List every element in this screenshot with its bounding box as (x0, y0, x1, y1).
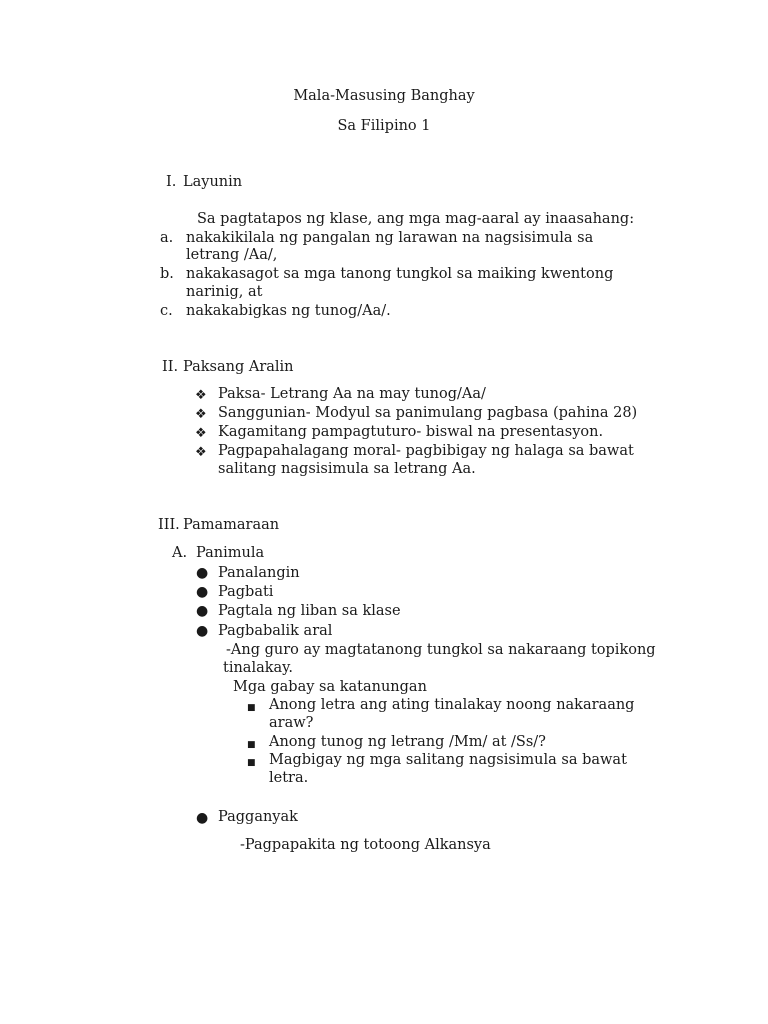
diamond-bullet-icon: ❖ (195, 445, 207, 460)
section-1-heading: Layunin (183, 174, 243, 190)
guide-question-3-line-1: Magbigay ng mga salitang nagsisimula sa bawat (269, 752, 627, 768)
objective-b-marker: b. (160, 266, 174, 282)
objective-a-line-2: letrang /Aa/, (186, 247, 278, 263)
review-note-line-2: tinalakay. (223, 660, 294, 676)
subsection-a-marker: A. (172, 545, 188, 561)
subsection-a-heading: Panimula (196, 545, 265, 561)
topic-item-4-line-1: Pagpapahalagang moral- pagbibigay ng halaga sa bawat (218, 443, 634, 459)
guide-question-3-line-2: letra. (269, 770, 309, 786)
objective-a-marker: a. (160, 230, 174, 246)
bullet-dot-icon: ● (196, 584, 209, 600)
objective-b-line-2: narinig, at (186, 284, 263, 300)
review-note-line-1: -Ang guro ay magtatanong tungkol sa nakaraang topikong (226, 642, 656, 658)
square-bullet-icon: ■ (247, 703, 256, 713)
topic-item-4-line-2: salitang nagsisimula sa letrang Aa. (218, 461, 476, 477)
section-3-heading: Pamamaraan (183, 517, 280, 533)
guide-question-1-line-2: araw? (269, 715, 314, 731)
objectives-intro: Sa pagtatapos ng klase, ang mga mag-aaral ay inaasahang: (197, 211, 635, 227)
motivation-heading: Pagganyak (218, 809, 298, 825)
procedure-item-1: Panalangin (218, 565, 300, 581)
diamond-bullet-icon: ❖ (195, 388, 207, 403)
document-title: Mala-Masusing Banghay (293, 88, 475, 104)
bullet-dot-icon: ● (196, 623, 209, 639)
motivation-note: -Pagpapakita ng totoong Alkansya (240, 837, 491, 853)
procedure-item-4: Pagbabalik aral (218, 623, 333, 639)
section-2-numeral: II. (162, 359, 179, 375)
square-bullet-icon: ■ (247, 758, 256, 768)
diamond-bullet-icon: ❖ (195, 426, 207, 441)
objective-a-line-1: nakakikilala ng pangalan ng larawan na nagsisimula sa (186, 230, 594, 246)
topic-item-3: Kagamitang pampagtuturo- biswal na presentasyon. (218, 424, 604, 440)
procedure-item-2: Pagbati (218, 584, 274, 600)
guide-questions-heading: Mga gabay sa katanungan (233, 679, 427, 695)
square-bullet-icon: ■ (247, 740, 256, 750)
topic-item-1: Paksa- Letrang Aa na may tunog/Aa/ (218, 386, 486, 402)
objective-c-line-1: nakakabigkas ng tunog/Aa/. (186, 303, 391, 319)
objective-c-marker: c. (160, 303, 173, 319)
topic-item-2: Sanggunian- Modyul sa panimulang pagbasa (pahina 28) (218, 405, 638, 421)
guide-question-2-line-1: Anong tunog ng letrang /Mm/ at /Ss/? (269, 734, 546, 750)
diamond-bullet-icon: ❖ (195, 407, 207, 422)
objective-b-line-1: nakakasagot sa mga tanong tungkol sa maiking kwentong (186, 266, 614, 282)
procedure-item-3: Pagtala ng liban sa klase (218, 603, 401, 619)
guide-question-1-line-1: Anong letra ang ating tinalakay noong nakaraang (269, 697, 635, 713)
bullet-dot-icon: ● (196, 603, 209, 619)
section-1-numeral: I. (166, 174, 177, 190)
section-2-heading: Paksang Aralin (183, 359, 294, 375)
section-3-numeral: III. (158, 517, 180, 533)
document-subtitle: Sa Filipino 1 (337, 118, 431, 134)
bullet-dot-icon: ● (196, 810, 209, 826)
bullet-dot-icon: ● (196, 565, 209, 581)
